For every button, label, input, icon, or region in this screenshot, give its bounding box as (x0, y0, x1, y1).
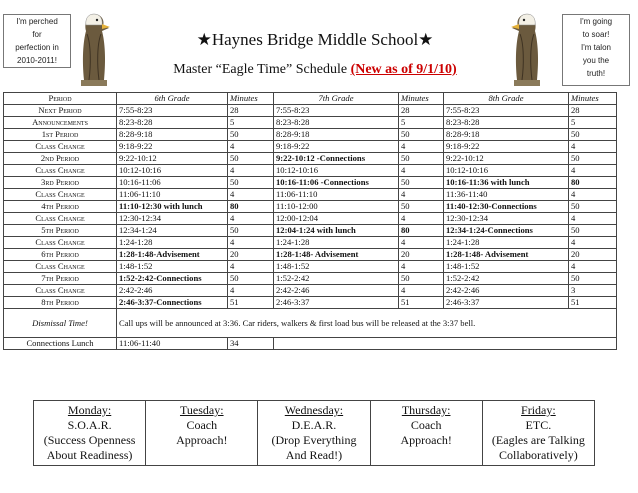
table-row (4, 297, 617, 309)
header-cell: Minutes (228, 93, 274, 105)
period-cell: 7th Period (4, 273, 117, 285)
minutes-cell: 50 (569, 153, 617, 165)
minutes-cell: 50 (569, 273, 617, 285)
dismissal-text: Call ups will be announced at 3:36. Car riders, walkers & first load bus will be released at the 3:37 bell. (117, 309, 617, 338)
time-cell: 10:16-11:36 with lunch (444, 177, 569, 189)
dismissal-row (4, 309, 617, 338)
minutes-cell: 4 (228, 189, 274, 201)
minutes-cell: 50 (569, 225, 617, 237)
period-cell: Announcements (4, 117, 117, 129)
time-cell: 11:06-11:10 (117, 189, 228, 201)
subtitle-text: Master “Eagle Time” Schedule (173, 62, 348, 77)
minutes-cell: 4 (399, 237, 444, 249)
time-cell: 10:16-11:06 -Connections (274, 177, 399, 189)
table-row (4, 177, 617, 189)
day-name: Monday: (67, 403, 112, 417)
minutes-cell: 28 (228, 105, 274, 117)
day-line: S.O.A.R. (67, 418, 112, 432)
empty-cell (274, 338, 617, 350)
period-cell: Class Change (4, 189, 117, 201)
day-line: Coach (186, 418, 218, 432)
table-row (4, 213, 617, 225)
minutes-cell: 51 (569, 297, 617, 309)
minutes-cell: 4 (228, 165, 274, 177)
time-cell: 1:28-1:48- Advisement (274, 249, 399, 261)
day-line: (Success Openness (43, 433, 136, 447)
time-cell: 1:52-2:42-Connections (117, 273, 228, 285)
connections-lunch-minutes: 34 (228, 338, 274, 350)
minutes-cell: 80 (569, 177, 617, 189)
minutes-cell: 28 (569, 105, 617, 117)
connections-lunch-row (4, 338, 617, 350)
weekday-row (34, 401, 595, 466)
time-cell: 11:10-12:30 with lunch (117, 201, 228, 213)
time-cell: 11:10-12:00 (274, 201, 399, 213)
time-cell: 2:42-2:46 (444, 285, 569, 297)
table-row (4, 285, 617, 297)
period-cell: 8th Period (4, 297, 117, 309)
period-cell: Class Change (4, 261, 117, 273)
minutes-cell: 50 (569, 129, 617, 141)
minutes-cell: 4 (228, 213, 274, 225)
period-cell: 5th Period (4, 225, 117, 237)
time-cell: 12:30-12:34 (117, 213, 228, 225)
time-cell: 8:28-9:18 (444, 129, 569, 141)
minutes-cell: 4 (228, 141, 274, 153)
time-cell: 8:23-8:28 (117, 117, 228, 129)
time-cell: 1:24-1:28 (117, 237, 228, 249)
time-cell: 10:12-10:16 (117, 165, 228, 177)
day-line: ETC. (525, 418, 552, 432)
time-cell: 10:16-11:06 (117, 177, 228, 189)
time-cell: 9:22-10:12 (117, 153, 228, 165)
minutes-cell: 50 (228, 129, 274, 141)
period-cell: Class Change (4, 165, 117, 177)
minutes-cell: 5 (569, 117, 617, 129)
time-cell: 12:34-1:24 (117, 225, 228, 237)
minutes-cell: 5 (228, 117, 274, 129)
time-cell: 8:23-8:28 (274, 117, 399, 129)
minutes-cell: 4 (569, 237, 617, 249)
period-cell: Class Change (4, 237, 117, 249)
day-monday (34, 401, 146, 466)
header-cell: 6th Grade (117, 93, 228, 105)
day-name: Wednesday: (284, 403, 344, 417)
header-cell: 8th Grade (444, 93, 569, 105)
minutes-cell: 51 (228, 297, 274, 309)
minutes-cell: 50 (399, 273, 444, 285)
callout-line: for (32, 30, 42, 39)
time-cell: 2:46-3:37-Connections (117, 297, 228, 309)
page-title (120, 30, 510, 50)
table-row (4, 117, 617, 129)
callout-line: I'm perched (16, 17, 58, 26)
period-cell: Class Change (4, 213, 117, 225)
minutes-cell: 50 (399, 201, 444, 213)
callout-line: I'm going (579, 17, 613, 26)
header-cell: Minutes (569, 93, 617, 105)
time-cell: 9:22-10:12 -Connections (274, 153, 399, 165)
time-cell: 9:18-9:22 (444, 141, 569, 153)
table-row (4, 189, 617, 201)
minutes-cell: 50 (399, 153, 444, 165)
minutes-cell: 50 (399, 177, 444, 189)
table-row (4, 201, 617, 213)
minutes-cell: 51 (399, 297, 444, 309)
time-cell: 12:34-1:24-Connections (444, 225, 569, 237)
time-cell: 10:12-10:16 (274, 165, 399, 177)
time-cell: 9:18-9:22 (117, 141, 228, 153)
connections-lunch-label: Connections Lunch (4, 338, 117, 350)
minutes-cell: 80 (228, 201, 274, 213)
period-cell: 3rd Period (4, 177, 117, 189)
time-cell: 8:28-9:18 (274, 129, 399, 141)
day-line: (Eagles are Talking (491, 433, 585, 447)
callout-right (562, 14, 630, 86)
callout-line: to soar! (582, 30, 610, 39)
time-cell: 12:30-12:34 (444, 213, 569, 225)
time-cell: 8:23-8:28 (444, 117, 569, 129)
period-cell: Class Change (4, 141, 117, 153)
minutes-cell: 4 (399, 261, 444, 273)
table-row (4, 249, 617, 261)
minutes-cell: 50 (569, 201, 617, 213)
minutes-cell: 4 (569, 213, 617, 225)
schedule-table (3, 92, 617, 350)
time-cell: 7:55-8:23 (117, 105, 228, 117)
callout-line: you the (582, 56, 610, 65)
time-cell: 8:28-9:18 (117, 129, 228, 141)
minutes-cell: 4 (228, 285, 274, 297)
day-name: Friday: (521, 403, 556, 417)
table-row (4, 129, 617, 141)
minutes-cell: 20 (228, 249, 274, 261)
time-cell: 10:12-10:16 (444, 165, 569, 177)
new-date-badge: (New as of 9/1/10) (350, 62, 457, 77)
star-icon: ★ (196, 30, 212, 49)
time-cell: 1:24-1:28 (274, 237, 399, 249)
time-cell: 9:18-9:22 (274, 141, 399, 153)
minutes-cell: 3 (569, 285, 617, 297)
day-wednesday (258, 401, 370, 466)
day-friday (482, 401, 594, 466)
header-cell: 7th Grade (274, 93, 399, 105)
table-row (4, 273, 617, 285)
period-cell: Next Period (4, 105, 117, 117)
minutes-cell: 4 (569, 261, 617, 273)
day-line: Coach (410, 418, 442, 432)
day-tuesday (146, 401, 258, 466)
time-cell: 1:48-1:52 (444, 261, 569, 273)
time-cell: 11:36-11:40 (444, 189, 569, 201)
day-line: D.E.A.R. (291, 418, 337, 432)
table-row (4, 261, 617, 273)
time-cell: 11:06-11:10 (274, 189, 399, 201)
minutes-cell: 4 (569, 189, 617, 201)
time-cell: 2:46-3:37 (444, 297, 569, 309)
period-cell: 1st Period (4, 129, 117, 141)
table-row (4, 153, 617, 165)
minutes-cell: 50 (228, 225, 274, 237)
minutes-cell: 20 (569, 249, 617, 261)
minutes-cell: 4 (399, 213, 444, 225)
table-row (4, 165, 617, 177)
callout-line: 2010-2011! (17, 56, 57, 65)
minutes-cell: 4 (399, 189, 444, 201)
day-line: Collaboratively) (499, 448, 578, 462)
header-cell: Period (4, 93, 117, 105)
eagle-left-icon (75, 10, 113, 90)
minutes-cell: 50 (228, 177, 274, 189)
time-cell: 12:04-1:24 with lunch (274, 225, 399, 237)
time-cell: 1:52-2:42 (274, 273, 399, 285)
table-row (4, 105, 617, 117)
day-line: About Readiness) (46, 448, 133, 462)
day-line: Approach! (176, 433, 228, 447)
minutes-cell: 80 (399, 225, 444, 237)
star-icon: ★ (418, 30, 434, 49)
day-line: And Read!) (285, 448, 343, 462)
period-cell: 4th Period (4, 201, 117, 213)
day-name: Tuesday: (179, 403, 224, 417)
day-line: (Drop Everything (271, 433, 357, 447)
callout-line: truth! (586, 69, 606, 78)
minutes-cell: 28 (399, 105, 444, 117)
day-line: Approach! (400, 433, 452, 447)
dismissal-label: Dismissal Time! (4, 309, 117, 338)
time-cell: 1:52-2:42 (444, 273, 569, 285)
time-cell: 7:55-8:23 (444, 105, 569, 117)
minutes-cell: 4 (399, 141, 444, 153)
time-cell: 12:00-12:04 (274, 213, 399, 225)
day-thursday (370, 401, 482, 466)
minutes-cell: 50 (399, 129, 444, 141)
minutes-cell: 50 (228, 273, 274, 285)
callout-left (3, 14, 71, 68)
minutes-cell: 4 (399, 165, 444, 177)
day-name: Thursday: (401, 403, 451, 417)
period-cell: 2nd Period (4, 153, 117, 165)
period-cell: 6th Period (4, 249, 117, 261)
time-cell: 1:48-1:52 (117, 261, 228, 273)
time-cell: 2:42-2:46 (117, 285, 228, 297)
time-cell: 1:48-1:52 (274, 261, 399, 273)
minutes-cell: 4 (569, 165, 617, 177)
weekday-table (33, 400, 595, 466)
time-cell: 1:28-1:48-Advisement (117, 249, 228, 261)
time-cell: 1:24-1:28 (444, 237, 569, 249)
time-cell: 9:22-10:12 (444, 153, 569, 165)
page-subtitle (120, 62, 510, 78)
time-cell: 1:28-1:48- Advisement (444, 249, 569, 261)
time-cell: 2:46-3:37 (274, 297, 399, 309)
header-cell: Minutes (399, 93, 444, 105)
minutes-cell: 4 (228, 261, 274, 273)
title-text: Haynes Bridge Middle School (211, 30, 419, 49)
time-cell: 11:40-12:30-Connections (444, 201, 569, 213)
time-cell: 2:42-2:46 (274, 285, 399, 297)
table-row (4, 141, 617, 153)
table-row (4, 237, 617, 249)
callout-line: I'm talon (581, 43, 611, 52)
minutes-cell: 5 (399, 117, 444, 129)
table-row (4, 225, 617, 237)
minutes-cell: 4 (228, 237, 274, 249)
period-cell: Class Change (4, 285, 117, 297)
minutes-cell: 4 (399, 285, 444, 297)
connections-lunch-time: 11:06-11:40 (117, 338, 228, 350)
minutes-cell: 4 (569, 141, 617, 153)
time-cell: 7:55-8:23 (274, 105, 399, 117)
eagle-right-icon (508, 10, 546, 90)
schedule-body (4, 105, 617, 309)
minutes-cell: 50 (228, 153, 274, 165)
callout-line: perfection in (15, 43, 59, 52)
minutes-cell: 20 (399, 249, 444, 261)
table-header-row (4, 93, 617, 105)
